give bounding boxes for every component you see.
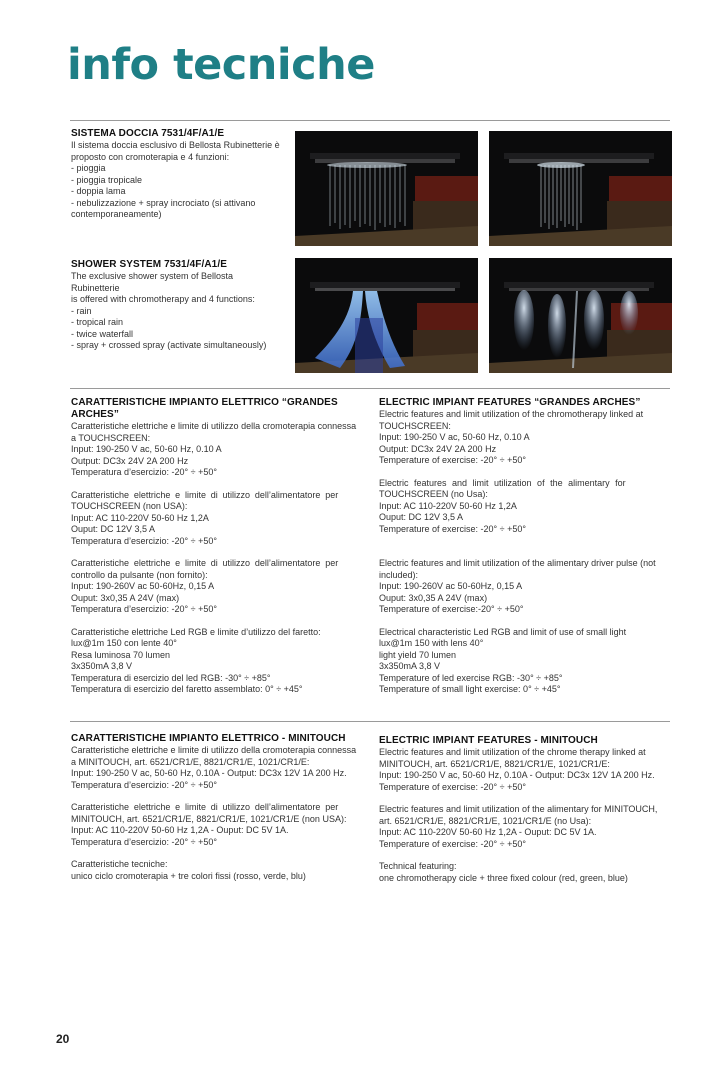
minitouch-en-paragraph	[379, 804, 673, 850]
text-line: Temperature of small light exercise: 0° ÷ +45°	[379, 684, 561, 694]
intro-it-heading: SISTEMA DOCCIA 7531/4F/A1/E	[71, 128, 225, 139]
divider-minitouch	[70, 721, 670, 722]
text-line: a MINITOUCH, art. 6521/CR1/E, 8821/CR1/E, 1021/CR1/E:	[71, 756, 310, 767]
text-line: Temperature of led exercise RGB: -30° ÷ +85°	[379, 672, 563, 683]
text-line: Input: AC 110-220V 50-60 Hz 1,2A	[379, 500, 517, 511]
minitouch-en-paragraph	[379, 747, 673, 793]
text-line: Output: DC3x 24V 2A 200 Hz	[379, 443, 497, 454]
text-line: Temperatura d’esercizio: -20° ÷ +50°	[71, 467, 217, 477]
text-line: MINITOUCH, art. 6521/CR1/E, 8821/CR1/E, 1021/CR1/E:	[379, 758, 610, 769]
text-line: Input: 190-250 V ac, 50-60 Hz, 0.10 A	[379, 432, 530, 442]
text-line: - rain	[71, 305, 92, 316]
minitouch-en-section	[379, 735, 673, 895]
text-line: contemporaneamente)	[71, 209, 162, 219]
text-line: Input: AC 110-220V 50-60 Hz 1,2A	[71, 512, 209, 523]
intro-it-text	[71, 140, 281, 221]
text-line: lux@1m 150 with lens 40°	[379, 638, 484, 648]
text-line: Input: AC 110-220V 50-60 Hz 1,2A - Ouput: DC 5V 1A.	[71, 825, 289, 835]
intro-en-section	[71, 259, 281, 363]
text-line: art. 6521/CR1/E, 8821/CR1/E, 1021/CR1/E (no Usa):	[379, 815, 592, 826]
text-line: Caratteristiche elettriche Led RGB e limite d’utilizzo del faretto:	[71, 626, 321, 637]
grandes-it-paragraph	[71, 490, 360, 548]
text-line: Temperatura d’esercizio: -20° ÷ +50°	[71, 604, 217, 614]
text-line: Electric features and limit utilization of the chromotherapy linked at	[379, 409, 644, 419]
text-line: Electric features and limit utilization of the alimentary for MINITOUCH,	[379, 804, 658, 814]
text-line: - nebulizzazione + spray incrociato (si attivano	[71, 197, 256, 208]
minitouch-it-section	[71, 733, 360, 893]
minitouch-it-paragraph	[71, 745, 360, 791]
text-line: - twice waterfall	[71, 328, 134, 339]
grandes-en-paragraph	[379, 627, 673, 696]
intro-en-text	[71, 271, 281, 352]
text-line: Ouput: DC 12V 3,5 A	[71, 524, 156, 534]
text-line: Ouput: 3x0,35 A 24V (max)	[379, 592, 488, 603]
grandes-arches-en-section	[379, 397, 673, 707]
text-line: Electric features and limit utilization of the alimentary for	[379, 477, 626, 488]
text-line: 3x350mA 3,8 V	[71, 661, 133, 671]
grandes-arches-it-section	[71, 397, 360, 707]
text-line: The exclusive shower system of Bellosta Rubinetterie	[71, 271, 234, 293]
text-line: - doppia lama	[71, 186, 126, 196]
text-line: Ouput: 3x0,35 A 24V (max)	[71, 592, 180, 603]
intro-it-section	[71, 128, 281, 232]
text-line: Temperature of exercise:-20° ÷ +50°	[379, 604, 524, 614]
grandes-it-paragraph	[71, 627, 360, 696]
text-line: Temperature of exercise: -20° ÷ +50°	[379, 781, 526, 792]
text-line: Input: 190-250 V ac, 50-60 Hz, 0.10A - Output: DC3x 12V 1A 200 Hz.	[71, 768, 347, 778]
divider-top	[70, 120, 670, 121]
grandes-en-paragraph	[379, 558, 673, 616]
text-line: Temperatura di esercizio del faretto assemblato: 0° ÷ +45°	[71, 684, 303, 694]
text-line: Electric features and limit utilization of the chrome therapy linked at	[379, 747, 646, 757]
minitouch-en-heading: ELECTRIC IMPIANT FEATURES - MINITOUCH	[379, 735, 598, 746]
grandes-it-paragraph	[71, 421, 360, 479]
text-line: a TOUCHSCREEN:	[71, 432, 151, 443]
page-number: 20	[56, 1032, 70, 1046]
text-line: MINITOUCH, art. 6521/CR1/E, 8821/CR1/E, 1021/CR1/E (non USA):	[71, 813, 347, 824]
text-line: - pioggia tropicale	[71, 174, 143, 185]
grandes-it-paragraph	[71, 558, 360, 616]
text-line: - pioggia	[71, 163, 106, 173]
text-line: Input: 190-250 V ac, 50-60 Hz, 0.10 A	[71, 444, 222, 454]
text-line: Temperature of exercise: -20° ÷ +50°	[379, 838, 526, 849]
text-line: is offered with chromotherapy and 4 functions:	[71, 294, 255, 304]
grandes-arches-en-heading: ELECTRIC IMPIANT FEATURES “GRANDES ARCHES”	[379, 397, 641, 408]
text-line: TOUCHSCREEN (no Usa):	[379, 489, 488, 499]
grandes-arches-it-heading: CARATTERISTICHE IMPIANTO ELETTRICO “GRANDES ARCHES”	[71, 397, 338, 420]
text-line: Caratteristiche tecniche:	[71, 859, 168, 869]
minitouch-en-paragraph	[379, 861, 673, 884]
text-line: Temperatura d’esercizio: -20° ÷ +50°	[71, 535, 217, 546]
text-line: Ouput: DC 12V 3,5 A	[379, 512, 464, 522]
text-line: Temperatura d’esercizio: -20° ÷ +50°	[71, 836, 217, 847]
rain-shower-illustration	[295, 131, 478, 246]
text-line: Temperatura di esercizio del led RGB: -30° ÷ +85°	[71, 672, 271, 683]
text-line: light yield 70 lumen	[379, 649, 457, 660]
minitouch-it-heading: CARATTERISTICHE IMPIANTO ELETTRICO - MINITOUCH	[71, 733, 346, 744]
text-line: Electrical characteristic Led RGB and limit of use of small light	[379, 626, 627, 637]
text-line: Temperature of exercise: -20° ÷ +50°	[379, 523, 526, 534]
grandes-en-paragraph	[379, 409, 673, 467]
text-line: - spray + crossed spray (activate simultaneously)	[71, 340, 267, 350]
photo-spray	[489, 258, 672, 373]
text-line: Temperature of exercise: -20° ÷ +50°	[379, 455, 526, 465]
spray-shower-illustration	[489, 258, 672, 373]
minitouch-it-paragraph	[71, 859, 360, 882]
text-line: TOUCHSCREEN:	[379, 420, 451, 431]
text-line: controllo da pulsante (non fornito):	[71, 569, 208, 580]
text-line: included):	[379, 569, 419, 580]
text-line: Temperatura d’esercizio: -20° ÷ +50°	[71, 779, 217, 790]
tropical-rain-illustration	[489, 131, 672, 246]
text-line: Input: 190-250 V ac, 50-60 Hz, 0.10A - Output: DC3x 12V 1A 200 Hz.	[379, 770, 655, 780]
text-line: - tropical rain	[71, 317, 124, 327]
text-line: Input: AC 110-220V 50-60 Hz 1,2A - Ouput: DC 5V 1A.	[379, 827, 597, 837]
text-line: proposto con cromoterapia e 4 funzioni:	[71, 151, 230, 162]
intro-en-heading: SHOWER SYSTEM 7531/4F/A1/E	[71, 259, 227, 270]
photo-rain	[295, 131, 478, 246]
text-line: one chromotherapy cicle + three fixed colour (red, green, blue)	[379, 872, 628, 883]
text-line: unico ciclo cromoterapia + tre colori fissi (rosso, verde, blu)	[71, 870, 306, 881]
text-line: Output: DC3x 24V 2A 200 Hz	[71, 455, 189, 466]
text-line: Caratteristiche elettriche e limite di utilizzo dell’alimentatore per	[71, 802, 339, 812]
double-waterfall-illustration	[295, 258, 478, 373]
photo-double-waterfall	[295, 258, 478, 373]
text-line: Il sistema doccia esclusivo di Bellosta Rubinetterie è	[71, 140, 280, 150]
photo-tropical-rain	[489, 131, 672, 246]
text-line: Input: 190-260V ac 50-60Hz, 0,15 A	[71, 581, 215, 591]
text-line: Electric features and limit utilization of the alimentary driver pulse (not	[379, 558, 656, 568]
divider-grandes-arches	[70, 388, 670, 389]
page-title: info tecniche	[67, 40, 375, 90]
minitouch-it-paragraph	[71, 802, 360, 848]
text-line: Input: 190-260V ac 50-60Hz, 0,15 A	[379, 581, 523, 591]
grandes-en-paragraph	[379, 478, 673, 536]
text-line: 3x350mA 3,8 V	[379, 661, 441, 671]
text-line: Caratteristiche elettriche e limite di utilizzo dell’alimentatore per	[71, 489, 339, 500]
text-line: Technical featuring:	[379, 861, 457, 871]
text-line: Caratteristiche elettriche e limite di utilizzo della cromoterapia connessa	[71, 421, 357, 431]
text-line: Caratteristiche elettriche e limite di utilizzo della cromoterapia connessa	[71, 745, 357, 755]
text-line: Resa luminosa 70 lumen	[71, 649, 171, 660]
text-line: Caratteristiche elettriche e limite di utilizzo dell’alimentatore per	[71, 558, 339, 568]
text-line: TOUCHSCREEN (non USA):	[71, 501, 188, 511]
text-line: lux@1m 150 con lente 40°	[71, 638, 177, 648]
